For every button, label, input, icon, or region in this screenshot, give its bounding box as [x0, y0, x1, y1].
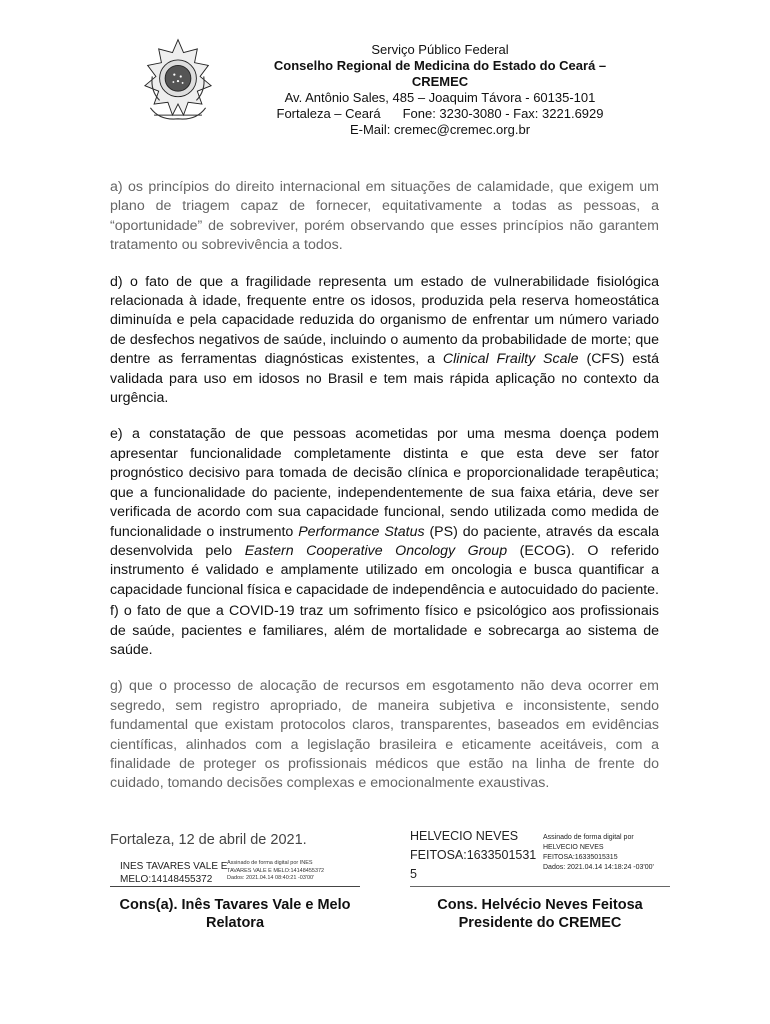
digital-signature-relatora: [110, 858, 360, 887]
phone-fax: Fone: 3230-3080 - Fax: 3221.6929: [402, 106, 604, 121]
council-acronym: CREMEC: [411, 74, 469, 89]
council-name: Conselho Regional de Medicina do Estado do Ceará –: [273, 58, 607, 73]
paragraph-g: g) que o processo de alocação de recursos em esgotamento não deva ocorrer em segredo, sem registro apropriado, de maneira subjetiva e inconsistente, sendo fundamental que existam protocolos claros, transparentes, baseados em evidências científicas, alinhados com a legislação brasileira e eticamente aceitáveis, com a finalidade de proteger os profissionais médicos que estão na linha de frente do cuidado, tomando decisões complexas e emocionalmente exaustivas.: [110, 678, 659, 792]
signer-name: INES TAVARES VALE E MELO:14148455372: [120, 861, 228, 885]
signer-name: HELVECIO NEVES FEITOSA:1633501531 5: [410, 829, 537, 881]
signatory-president: [410, 896, 670, 932]
signatory-role: Relatora: [205, 915, 265, 931]
document-body: [110, 178, 659, 811]
paragraph-f: f) o fato de que a COVID-19 traz um sofrimento físico e psicológico aos profissionais de saúde, pacientes e familiares, além de mortalidade e sobrecarga ao sistema de saúde.: [110, 603, 659, 658]
signature-details: Assinado de forma digital por HELVECIO NEVES FEITOSA:16335015315 Dados: 2021.04.14 14:18:24 -03'00': [543, 834, 654, 871]
service-line: Serviço Público Federal: [371, 42, 509, 57]
signatory-name: Cons(a). Inês Tavares Vale e Melo: [119, 897, 351, 913]
paragraph-d: d) o fato de que a fragilidade representa um estado de vulnerabilidade fisiológica relacionada à idade, frequente entre os idosos, produzida pela reserva homeostática diminuída e pela capacidade reduzida do organismo de enfrentar um número variado de desfechos negativos de saúde, incluindo o aumento da probabilidade de morte; que dentre as ferramentas diagnósticas existentes, a Clinical Frailty Scale (CFS) está validada para uso em idosos no Brasil e tem mais rápida aplicação no contexto da urgência.: [110, 273, 660, 407]
digital-signature-president: [410, 826, 670, 887]
signatory-name: Cons. Helvécio Neves Feitosa: [437, 897, 643, 913]
performance-status-term: Performance Status: [298, 523, 425, 540]
place-date: Fortaleza, 12 de abril de 2021.: [110, 832, 307, 848]
letterhead: [240, 42, 640, 138]
signature-details: Assinado de forma digital por INES TAVARES VALE E MELO:14148455372 Dados: 2021.04.14 08:40:21 -03'00': [227, 860, 325, 881]
paragraph-a: a) os princípios do direito internacional em situações de calamidade, que exigem um plano de triagem capaz de fornecer, equitativamente a todas as pessoas, a “oportunidade” de sobreviver, porém observando que esses princípios não garantem tratamento ou sobrevivência a todos.: [110, 179, 659, 254]
coat-of-arms-seal: [132, 36, 224, 128]
signatory-role: Presidente do CREMEC: [458, 915, 622, 931]
email-line: E-Mail: cremec@cremec.org.br: [349, 122, 531, 137]
city: Fortaleza – Ceará: [276, 106, 381, 121]
address-line: Av. Antônio Sales, 485 – Joaquim Távora - 60135-101: [284, 90, 596, 105]
signatory-relatora: [110, 896, 360, 932]
cfs-term: Clinical Frailty Scale: [442, 351, 579, 368]
ecog-term: Eastern Cooperative Oncology Group: [244, 542, 508, 559]
paragraph-e: e) a constatação de que pessoas acometidas por uma mesma doença podem apresentar funcionalidade completamente distinta e que esta deve ser fator prognóstico decisivo para tomada de decisão clínica e proporcionalidade terapêutica; que a funcionalidade do paciente, independentemente de sua faixa etária, deve ser verificada de acordo com sua capacidade funcional, sendo utilizada como medida de funcionalidade o instrumento Performance Status (PS) do paciente, através da escala desenvolvida pelo Eastern Cooperative Oncology Group (ECOG). O referido instrumento é validado e amplamente utilizado em oncologia e busca quantificar a capacidade funcional física e capacidade de independência e autocuidado do paciente.: [110, 426, 660, 598]
city-phone-line: [240, 106, 640, 122]
